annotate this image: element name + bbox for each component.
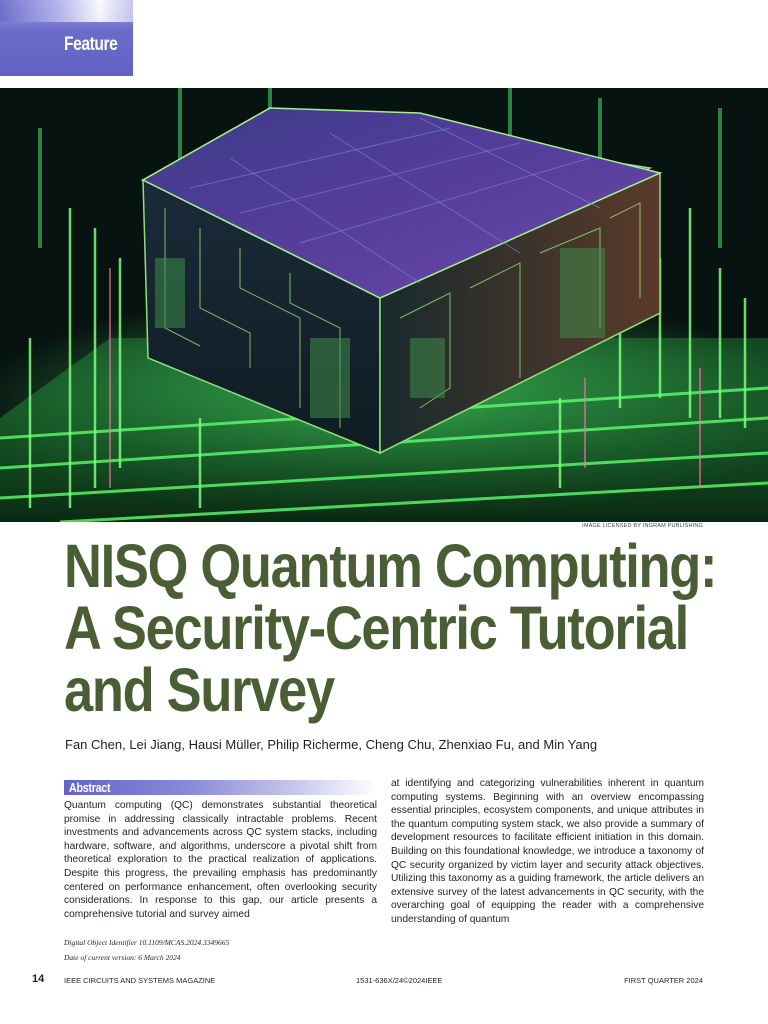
hero-image xyxy=(0,88,768,522)
footer-magazine: IEEE CIRCUITS AND SYSTEMS MAGAZINE xyxy=(64,976,216,985)
abstract-heading-bar xyxy=(64,780,377,795)
doi-line: Digital Object Identifier 10.1109/MCAS.2024.3349665 xyxy=(64,938,230,947)
footer-issn: 1531-636X/24©2024IEEE xyxy=(356,976,443,985)
abstract-text-right: at identifying and categorizing vulnerabilities inherent in quantum computing systems. Beginning with an overview encompassing essential principles, ecosystem components, and unique attributes in the quantum computing system stack, we also provide a summary of development resources to facilitate efficient initiation in this domain. Building on this foundational knowledge, we introduce a taxonomy of QC security organized by victim layer and security attack objectives. Utilizing this taxonomy as a guiding framework, the article delivers an extensive survey of the latest advancements in QC security, with the overarching goal of equipping the reader with a comprehensive understanding of quantum xyxy=(391,778,704,925)
abstract-heading: Abstract xyxy=(69,780,111,795)
footer-issue: FIRST QUARTER 2024 xyxy=(624,976,703,985)
section-tab-highlight xyxy=(0,0,133,22)
author-list: Fan Chen, Lei Jiang, Hausi Müller, Philip Richerme, Cheng Chu, Zhenxiao Fu, and Min Yang xyxy=(65,737,598,752)
article-title xyxy=(64,532,743,724)
section-label: Feature xyxy=(64,34,118,55)
page-number: 14 xyxy=(32,973,45,985)
section-tab xyxy=(0,0,133,76)
quantum-chip-illustration xyxy=(0,88,768,522)
abstract-text-left: Quantum computing (QC) demonstrates substantial theoretical promise in addressing classically intractable problems. Recent investments and advancements across QC system stacks, including hardware, software, and algorithms, underscore a pivotal shift from theoretical exploration to the practical realization of applications. Despite this progress, the prevailing emphasis has predominantly centered on performance enhancement, often overlooking security considerations. In response to this gap, our article presents a comprehensive tutorial and survey aimed xyxy=(64,800,377,920)
date-version-line: Date of current version: 6 March 2024 xyxy=(64,953,181,962)
title-line-3: and Survey xyxy=(64,656,334,724)
image-credit: IMAGE LICENSED BY INGRAM PUBLISHING xyxy=(582,523,703,529)
title-line-2: A Security-Centric Tutorial xyxy=(64,594,688,662)
title-line-1: NISQ Quantum Computing: xyxy=(64,532,717,600)
